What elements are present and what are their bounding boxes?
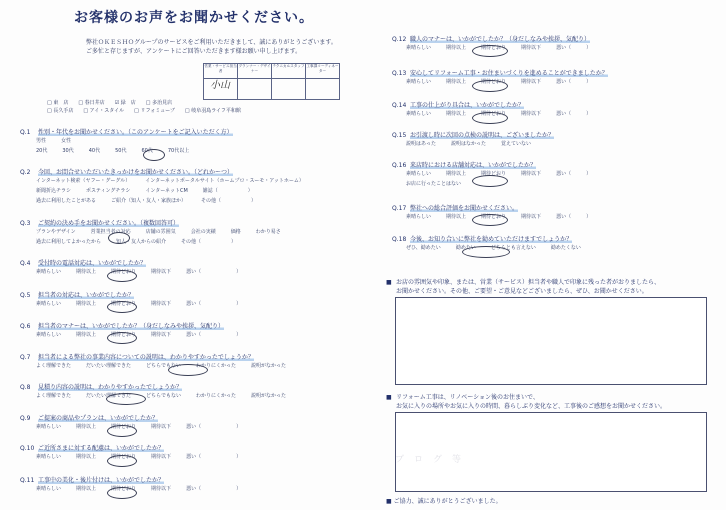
- answer-mark: [472, 45, 508, 57]
- answer-option[interactable]: 男性: [36, 138, 47, 144]
- question-text: 今回、お問合せいただいたきっかけをお聞かせください。（どれかーつ）: [38, 169, 234, 176]
- memo-answer-box-1[interactable]: [395, 297, 707, 385]
- branch-option[interactable]: □ リフォミューブ: [134, 108, 175, 114]
- option-row: [36, 238, 236, 245]
- option-row: [36, 147, 189, 154]
- intro-line: 弊社ＯＫＥＳＨＯグループのサービスをご利用いただきまして、誠にありがとうございます。: [86, 39, 337, 46]
- question-number: Q.9: [20, 415, 31, 422]
- answer-mark: [472, 175, 508, 187]
- branch-option[interactable]: □ 長久手店: [47, 108, 74, 114]
- staff-signature-cell[interactable]: [204, 79, 238, 100]
- answer-option[interactable]: どちらとも言えない: [490, 245, 536, 251]
- question-heading: [20, 321, 224, 330]
- question-text: 安心してリフォーム工事・お住まいづくりを進めることができましたか？: [410, 70, 608, 77]
- option-row: [36, 453, 241, 460]
- question-text: ご近所さまに対する配慮は、いかがでしたか？: [38, 445, 165, 452]
- intro-text: [86, 38, 337, 56]
- answer-option[interactable]: 期待以上: [76, 301, 97, 307]
- answer-option[interactable]: お店に行ったことはない: [406, 181, 462, 187]
- question-heading: [392, 100, 524, 109]
- answer-option[interactable]: 新聞折込チラシ: [36, 188, 72, 194]
- question-text: 受付時の電話対応は、いかがでしたか？: [38, 260, 147, 267]
- answer-option[interactable]: 悪い（ ）: [186, 301, 242, 307]
- answer-option[interactable]: その他（ ）: [201, 198, 257, 204]
- staff-header: 工事課コーディネーター: [306, 64, 340, 79]
- answer-option[interactable]: わかり易さ: [255, 229, 281, 235]
- question-text: 担当者のマナーは、いかがでしたか？（身だしなみや挨拶、気配り）: [38, 323, 225, 330]
- answer-option[interactable]: 期待以上: [76, 424, 97, 430]
- answer-option[interactable]: 説明がなかった: [251, 363, 287, 369]
- answer-option[interactable]: 期待以上: [76, 332, 97, 338]
- question-heading: [20, 443, 164, 452]
- option-row: [36, 137, 71, 144]
- answer-option[interactable]: 期待以下: [521, 214, 542, 220]
- answer-option[interactable]: どちらでもない: [146, 393, 181, 399]
- answer-option[interactable]: 60代: [141, 148, 153, 154]
- answer-mark: [107, 425, 137, 437]
- option-row: [36, 228, 281, 235]
- answer-option[interactable]: 勧めたくない: [550, 245, 581, 251]
- answer-option[interactable]: 期待以下: [151, 424, 172, 430]
- answer-mark: [472, 80, 508, 92]
- answer-option[interactable]: 価格: [230, 229, 241, 235]
- question-text: 性別・年代をお聞かせください。（このアンケートをご記入いただく方）: [38, 129, 233, 136]
- square-bullet-icon: ■: [386, 394, 392, 401]
- question-text: ご契約の決め手をお聞かせください。（複数回答可）: [38, 220, 180, 227]
- answer-option[interactable]: 過去に利用してよかったから: [36, 239, 102, 245]
- answer-option[interactable]: 期待以下: [521, 79, 542, 85]
- memo-question-2: ■ リフォーム工事は、リノベーション後のお住まいで、 お気に入りの場所やお気に入りの時間、暮らしぶり変化など、工事後のご感想をお聞かせください。: [386, 394, 667, 410]
- option-row: [36, 300, 241, 307]
- answer-option[interactable]: 悪い（ ）: [556, 171, 592, 177]
- staff-header: プランナー・デザイナー: [238, 64, 272, 79]
- answer-option[interactable]: どちらでもない: [146, 363, 181, 369]
- answer-option[interactable]: その他（ ）: [181, 239, 237, 245]
- answer-option[interactable]: 説明はなかった: [450, 141, 486, 147]
- answer-option[interactable]: よく理解できた: [36, 363, 72, 369]
- option-row: [406, 180, 461, 187]
- option-row: [36, 485, 241, 492]
- staff-header: テクニカルスタッフ: [272, 64, 306, 79]
- question-number: Q.8: [20, 384, 31, 391]
- question-heading: [20, 127, 233, 136]
- answer-option[interactable]: 店舗の雰囲気: [145, 229, 176, 235]
- branch-option[interactable]: □ 春日井店: [78, 100, 105, 106]
- answer-option[interactable]: 期待以上: [76, 454, 97, 460]
- answer-option[interactable]: 覚えていない: [500, 141, 531, 147]
- answer-option[interactable]: 期待どおり: [481, 45, 507, 51]
- staff-table: [203, 63, 340, 100]
- answer-option[interactable]: 悪い（ ）: [186, 332, 242, 338]
- answer-option[interactable]: 女性: [61, 138, 72, 144]
- answer-option[interactable]: 期待以下: [151, 301, 172, 307]
- option-row: [36, 362, 286, 369]
- question-number: Q.4: [20, 260, 31, 267]
- question-heading: [392, 160, 536, 169]
- answer-mark: [107, 270, 137, 282]
- question-number: Q.17: [392, 205, 407, 212]
- question-number: Q.6: [20, 323, 31, 330]
- answer-option[interactable]: 素晴らしい: [406, 111, 432, 117]
- question-heading: [392, 234, 572, 243]
- answer-mark: [107, 301, 137, 313]
- staff-cell[interactable]: [238, 79, 272, 100]
- faded-text: ブログ等: [395, 455, 472, 465]
- answer-mark: [472, 112, 508, 124]
- option-row: [36, 177, 304, 184]
- answer-option[interactable]: 期待以下: [521, 111, 542, 117]
- intro-line: ご多忙と存じますが、アンケートにご回答いただきます様お願い申し上げます。: [86, 48, 302, 55]
- answer-option[interactable]: ぜひ、勧めたい: [406, 245, 441, 251]
- answer-option[interactable]: インターネットポータルサイト（ホームプロ・スーモ・アットホーム）: [145, 178, 304, 184]
- answer-option[interactable]: ご紹介（知人・友人・家族ほか）: [111, 198, 187, 204]
- answer-option[interactable]: 期待以上: [446, 79, 467, 85]
- answer-option[interactable]: 素晴らしい: [406, 45, 432, 51]
- answer-option[interactable]: 悪い（ ）: [556, 214, 592, 220]
- answer-option[interactable]: 期待以下: [151, 486, 172, 492]
- answer-option[interactable]: 素晴らしい: [36, 269, 62, 275]
- question-text: 工事中の美化・後片付けは、いかがでしたか？: [38, 477, 165, 484]
- answer-option[interactable]: 期待以下: [151, 332, 172, 338]
- question-number: Q.18: [392, 236, 407, 243]
- question-heading: [392, 130, 554, 139]
- answer-option[interactable]: 期待どおり: [111, 332, 137, 338]
- question-heading: [20, 218, 179, 227]
- option-row: [406, 140, 531, 147]
- staff-header: 営業・サービス担当者: [204, 64, 238, 79]
- thanks-message: ■ ご協力、誠にありがとうございました。: [386, 498, 502, 505]
- answer-option[interactable]: インターネットCM: [145, 188, 188, 194]
- question-text: 見積り内容の説明は、わかりやすかったでしょうか？: [38, 384, 183, 391]
- answer-option[interactable]: 説明がなかった: [251, 393, 287, 399]
- answer-option[interactable]: 説明はあった: [406, 141, 436, 147]
- option-row: [36, 187, 253, 194]
- answer-option[interactable]: 営業担当者の対応: [90, 229, 131, 235]
- answer-option[interactable]: 期待以上: [76, 486, 97, 492]
- question-heading: [20, 475, 164, 484]
- answer-option[interactable]: 期待どおり: [111, 269, 137, 275]
- answer-option[interactable]: わかりにくかった: [195, 363, 236, 369]
- answer-option[interactable]: 素晴らしい: [406, 171, 432, 177]
- answer-option[interactable]: 悪い（ ）: [186, 424, 242, 430]
- answer-option[interactable]: 素晴らしい: [36, 424, 62, 430]
- memo-question-1: ■ お店の雰囲気や印象、または、営業（サービス）担当者や職人で印象に残った者がおりましたら、 お聞かせください。その他、ご要望・ご意見などございましたら、ぜひ、お聞かせください。: [386, 279, 661, 295]
- staff-cell[interactable]: [272, 79, 306, 100]
- branch-option[interactable]: □ アイ・スタイル: [83, 108, 125, 114]
- answer-option[interactable]: 期待以上: [446, 45, 467, 51]
- answer-option[interactable]: 知人・友人からの紹介: [116, 239, 167, 245]
- question-heading: [20, 413, 158, 422]
- option-row: [36, 331, 241, 338]
- answer-option[interactable]: 悪い（ ）: [186, 486, 242, 492]
- staff-signature: 小山: [210, 80, 230, 91]
- option-row: [36, 197, 256, 204]
- answer-option[interactable]: 素晴らしい: [36, 332, 62, 338]
- question-number: Q.16: [392, 162, 407, 169]
- answer-option[interactable]: 過去に利用したことがある: [36, 198, 97, 204]
- question-number: Q.7: [20, 354, 31, 361]
- answer-option[interactable]: 悪い（ ）: [186, 269, 242, 275]
- page-title: お客様のお声をお聞かせください。: [74, 10, 314, 26]
- question-heading: [20, 258, 146, 267]
- answer-option[interactable]: 期待以下: [521, 171, 542, 177]
- answer-option[interactable]: 雑誌（ ）: [202, 188, 253, 194]
- answer-mark: [107, 487, 137, 499]
- question-number: Q.11: [20, 477, 35, 484]
- question-number: Q.3: [20, 220, 31, 227]
- branch-option[interactable]: ☑ 緑 店: [114, 100, 136, 106]
- answer-option[interactable]: 期待どおり: [111, 454, 137, 460]
- answer-option[interactable]: 勧めたい: [455, 245, 476, 251]
- question-number: Q.14: [392, 102, 407, 109]
- answer-option[interactable]: 期待どおり: [111, 486, 137, 492]
- answer-mark: [462, 246, 510, 258]
- answer-option[interactable]: 会社の実績: [190, 229, 216, 235]
- branch-option[interactable]: □ 岐阜羽島ライフ平和館: [184, 108, 241, 114]
- answer-mark: [168, 364, 208, 376]
- question-text: 担当者による弊社の事業内容についての説明は、わかりやすかったでしょうか？: [38, 354, 254, 361]
- answer-option[interactable]: 期待どおり: [481, 214, 507, 220]
- question-text: お引渡し時に次回の点検の説明は、ございましたか？: [410, 132, 555, 139]
- question-heading: [392, 203, 518, 212]
- question-heading: [20, 352, 254, 361]
- question-heading: [20, 167, 233, 176]
- answer-mark: [107, 332, 137, 344]
- answer-option[interactable]: 素晴らしい: [36, 486, 62, 492]
- question-text: 今後、お知り合いに弊社を勧めていただけますでしょうか？: [410, 236, 573, 243]
- answer-option[interactable]: 素晴らしい: [406, 79, 432, 85]
- question-text: 来店時における店舗対応は、いかがでしたか？: [410, 162, 537, 169]
- answer-option[interactable]: プランやデザイン: [36, 229, 76, 235]
- square-bullet-icon: ■: [386, 279, 392, 286]
- answer-option[interactable]: 悪い（ ）: [186, 454, 242, 460]
- answer-option[interactable]: 30代: [62, 148, 74, 154]
- answer-option[interactable]: 素晴らしい: [36, 454, 62, 460]
- answer-option[interactable]: 期待どおり: [481, 79, 507, 85]
- answer-option[interactable]: 期待どおり: [111, 424, 137, 430]
- answer-option[interactable]: 期待以上: [446, 214, 467, 220]
- answer-mark: [143, 149, 165, 161]
- option-row: [36, 423, 241, 430]
- answer-option[interactable]: 期待以上: [76, 269, 97, 275]
- answer-option[interactable]: よく理解できた: [36, 393, 72, 399]
- answer-option[interactable]: 素晴らしい: [406, 214, 432, 220]
- answer-option[interactable]: わかりにくかった: [195, 393, 236, 399]
- question-text: 弊社への総合評価をお聞かせください。: [410, 205, 519, 212]
- answer-option[interactable]: 期待どおり: [481, 171, 507, 177]
- question-text: ご提案の商品やプランは、いかがでしたか？: [38, 415, 159, 422]
- answer-option[interactable]: 期待以下: [151, 269, 172, 275]
- answer-option[interactable]: だいたい理解できた: [86, 393, 132, 399]
- question-number: Q.13: [392, 70, 407, 77]
- answer-option[interactable]: 期待以下: [521, 45, 542, 51]
- option-row: [36, 392, 286, 399]
- answer-option[interactable]: 40代: [88, 148, 101, 154]
- answer-option[interactable]: 期待以上: [446, 171, 467, 177]
- question-text: 職人のマナーは、いかがでしたか？（身だしなみや挨拶、気配り）: [410, 36, 591, 43]
- answer-option[interactable]: 期待どおり: [111, 301, 137, 307]
- staff-cell[interactable]: [306, 79, 340, 100]
- branch-option[interactable]: □ 多治見店: [145, 100, 173, 106]
- question-text: 工事の仕上がり具合は、いかがでしたか？: [410, 102, 525, 109]
- question-heading: [392, 34, 590, 43]
- question-number: Q.15: [392, 132, 407, 139]
- answer-option[interactable]: 70代以上: [167, 148, 190, 154]
- answer-mark: [107, 455, 137, 467]
- answer-option[interactable]: ポスティングチラシ: [86, 188, 131, 194]
- answer-mark: [106, 393, 146, 405]
- answer-mark: [472, 214, 508, 226]
- question-number: Q.10: [20, 445, 35, 452]
- answer-option[interactable]: 悪い（ ）: [556, 45, 592, 51]
- option-row: [36, 268, 241, 275]
- question-text: 担当者の対応は、いかがでしたか？: [38, 292, 135, 299]
- branch-list: [47, 99, 241, 115]
- answer-option[interactable]: 悪い（ ）: [556, 111, 592, 117]
- answer-option[interactable]: インターネット検索（ヤフー・グーグル）: [36, 178, 131, 184]
- answer-option[interactable]: 素晴らしい: [36, 301, 62, 307]
- question-heading: [20, 382, 182, 391]
- question-number: Q.12: [392, 36, 407, 43]
- answer-option[interactable]: 20代: [36, 148, 48, 154]
- question-number: Q.2: [20, 169, 31, 176]
- answer-option[interactable]: 期待以上: [446, 111, 467, 117]
- question-heading: [392, 68, 608, 77]
- answer-mark: [108, 232, 130, 244]
- answer-option[interactable]: だいたい理解できた: [86, 363, 132, 369]
- branch-option[interactable]: □ 東 店: [47, 100, 69, 106]
- answer-option[interactable]: 期待どおり: [481, 111, 507, 117]
- square-bullet-icon: ■: [386, 498, 394, 505]
- question-number: Q.1: [20, 129, 31, 136]
- question-number: Q.5: [20, 292, 31, 299]
- answer-option[interactable]: 50代: [115, 148, 127, 154]
- question-heading: [20, 290, 134, 299]
- answer-option[interactable]: 悪い（ ）: [556, 79, 592, 85]
- answer-option[interactable]: 期待以下: [151, 454, 172, 460]
